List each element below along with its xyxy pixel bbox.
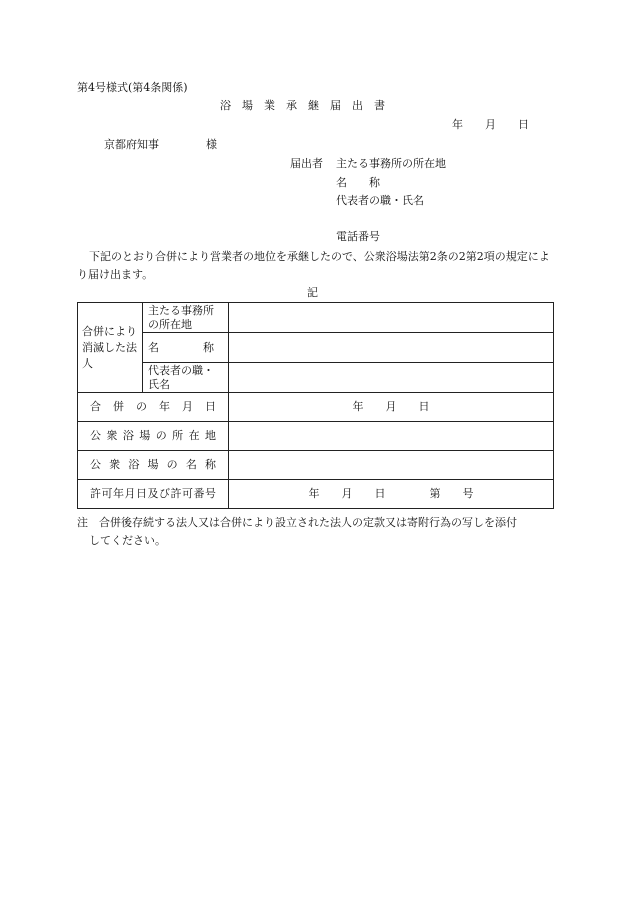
applicant-representative-label: 代表者の職・氏名	[336, 194, 424, 207]
table-row	[78, 480, 554, 509]
note-line-1: 注 合併後存続する法人又は合併により設立された法人の定款又は寄附行為の写しを添付	[77, 516, 517, 529]
dissolved-name-label: 名 称	[143, 333, 229, 363]
note-line-2: してください。	[89, 534, 166, 547]
addressee-honorific: 様	[206, 138, 217, 151]
merge-date-field[interactable]: 年 月 日	[229, 393, 554, 422]
table-row	[78, 451, 554, 480]
dissolved-address-label: 主たる事務所の所在地	[143, 303, 229, 333]
notification-table	[77, 302, 554, 509]
dissolved-representative-label: 代表者の職・氏名	[143, 363, 229, 393]
dissolved-address-field[interactable]	[229, 303, 554, 333]
applicant-address-label: 主たる事務所の所在地	[336, 157, 446, 170]
bath-location-field[interactable]	[229, 422, 554, 451]
table-row	[78, 393, 554, 422]
dissolved-name-field[interactable]	[229, 333, 554, 363]
table-row	[78, 363, 554, 393]
permit-field[interactable]: 年 月 日 第 号	[229, 480, 554, 509]
bath-name-label: 公衆浴場の名称	[78, 451, 229, 480]
table-row	[78, 422, 554, 451]
body-paragraph: 下記のとおり合併により営業者の地位を承継したので、公衆浴場法第2条の2第2項の規定により届け出ます。	[77, 250, 550, 281]
table-row	[78, 333, 554, 363]
form-number: 第4号様式(第4条関係)	[77, 81, 188, 94]
addressee-name: 京都府知事	[104, 138, 159, 151]
applicant-label: 届出者	[290, 157, 323, 170]
document-title: 浴場業承継届出書	[220, 99, 396, 112]
bath-location-label: 公衆浴場の所在地	[78, 422, 229, 451]
dissolved-representative-field[interactable]	[229, 363, 554, 393]
dissolved-corp-group-label: 合併により消滅した法人	[78, 303, 143, 393]
ki-heading: 記	[307, 286, 318, 299]
applicant-name-label: 名 称	[336, 176, 380, 189]
addressee	[104, 138, 217, 152]
table-row	[78, 303, 554, 333]
applicant-phone-label: 電話番号	[336, 230, 380, 243]
permit-label: 許可年月日及び許可番号	[78, 480, 229, 509]
submission-date: 年 月 日	[452, 118, 529, 131]
merge-date-label: 合併の年月日	[78, 393, 229, 422]
bath-name-field[interactable]	[229, 451, 554, 480]
